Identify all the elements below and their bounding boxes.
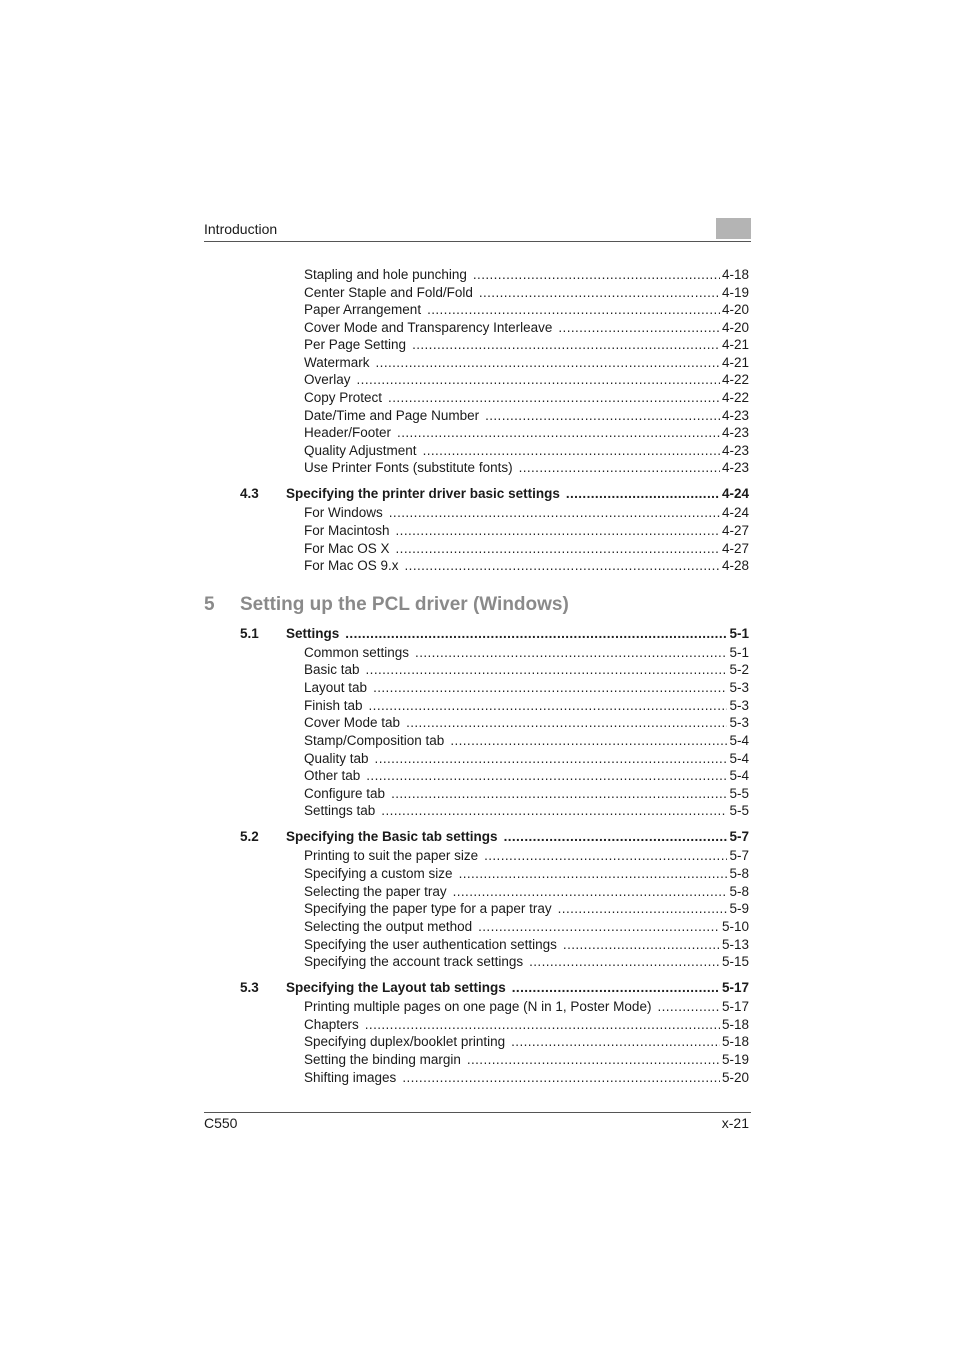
toc-entry[interactable]: Overlay ..... 4-22 (304, 371, 749, 388)
toc-entry[interactable]: Cover Mode tab ..... 5-3 (304, 714, 749, 731)
toc-entry[interactable]: Cover Mode and Transparency Interleave ..... 4-20 (304, 319, 749, 336)
toc-entry[interactable]: Stapling and hole punching ..... 4-18 (304, 266, 749, 283)
toc-entry[interactable]: For Mac OS X ..... 4-27 (304, 540, 749, 557)
toc-entry[interactable]: Header/Footer ..... 4-23 (304, 424, 749, 441)
toc-entry[interactable]: Common settings ..... 5-1 (304, 644, 749, 661)
toc-entry[interactable]: Paper Arrangement ..... 4-20 (304, 301, 749, 318)
section-number: 5.2 (240, 829, 259, 844)
toc-entry[interactable]: Printing multiple pages on one page (N in 1, Poster Mode) ..... 5-17 (304, 998, 749, 1015)
toc-entry[interactable]: Finish tab ..... 5-3 (304, 697, 749, 714)
toc-entry[interactable]: Center Staple and Fold/Fold ..... 4-19 (304, 284, 749, 301)
toc-section-4-3[interactable]: Specifying the printer driver basic settings ..... 4-24 (286, 485, 749, 502)
toc-section-5-2[interactable]: Specifying the Basic tab settings ..... 5-7 (286, 828, 749, 845)
toc-entry[interactable]: Printing to suit the paper size ..... 5-7 (304, 847, 749, 864)
footer-page-number: x-21 (721, 1115, 749, 1131)
toc-entry[interactable]: Specifying the paper type for a paper tray ..... 5-9 (304, 900, 749, 917)
toc-entry[interactable]: Selecting the paper tray ..... 5-8 (304, 883, 749, 900)
section-number: 5.1 (240, 626, 259, 641)
toc-entry[interactable]: Setting the binding margin ..... 5-19 (304, 1051, 749, 1068)
toc-entry[interactable]: Copy Protect ..... 4-22 (304, 389, 749, 406)
toc-entry[interactable]: Chapters ..... 5-18 (304, 1016, 749, 1033)
section-number: 5.3 (240, 980, 259, 995)
toc-entry[interactable]: Other tab ..... 5-4 (304, 767, 749, 784)
toc-entry[interactable]: For Windows ..... 4-24 (304, 504, 749, 521)
header-rule (204, 241, 751, 242)
toc-entry[interactable]: Settings tab ..... 5-5 (304, 802, 749, 819)
chapter-title[interactable]: Setting up the PCL driver (Windows) (240, 594, 569, 615)
toc-entry[interactable]: For Mac OS 9.x ..... 4-28 (304, 557, 749, 574)
footer-rule (204, 1112, 751, 1113)
toc-entry[interactable]: Specifying a custom size ..... 5-8 (304, 865, 749, 882)
toc-entry[interactable]: Quality tab ..... 5-4 (304, 750, 749, 767)
running-header-title: Introduction (204, 221, 278, 237)
toc-section-5-1[interactable]: Settings ..... 5-1 (286, 625, 749, 642)
section-number: 4.3 (240, 486, 259, 501)
toc-entry[interactable]: Quality Adjustment ..... 4-23 (304, 442, 749, 459)
toc-entry[interactable]: For Macintosh ..... 4-27 (304, 522, 749, 539)
toc-entry[interactable]: Specifying duplex/booklet printing ..... 5-18 (304, 1033, 749, 1050)
toc-entry[interactable]: Layout tab ..... 5-3 (304, 679, 749, 696)
chapter-number: 5 (204, 594, 215, 615)
toc-entry[interactable]: Specifying the account track settings ..... 5-15 (304, 953, 749, 970)
toc-entry[interactable]: Selecting the output method ..... 5-10 (304, 918, 749, 935)
toc-section-5-3[interactable]: Specifying the Layout tab settings ..... 5-17 (286, 979, 749, 996)
toc-entry[interactable]: Shifting images ..... 5-20 (304, 1069, 749, 1086)
toc-entry[interactable]: Specifying the user authentication settings ..... 5-13 (304, 936, 749, 953)
header-tab-marker (716, 218, 751, 239)
toc-entry[interactable]: Date/Time and Page Number ..... 4-23 (304, 407, 749, 424)
toc-entry[interactable]: Basic tab ..... 5-2 (304, 661, 749, 678)
toc-entry[interactable]: Stamp/Composition tab ..... 5-4 (304, 732, 749, 749)
footer-model: C550 (204, 1115, 238, 1131)
toc-entry[interactable]: Use Printer Fonts (substitute fonts) ..... 4-23 (304, 459, 749, 476)
toc-entry[interactable]: Configure tab ..... 5-5 (304, 785, 749, 802)
toc-entry[interactable]: Per Page Setting ..... 4-21 (304, 336, 749, 353)
toc-entry[interactable]: Watermark ..... 4-21 (304, 354, 749, 371)
